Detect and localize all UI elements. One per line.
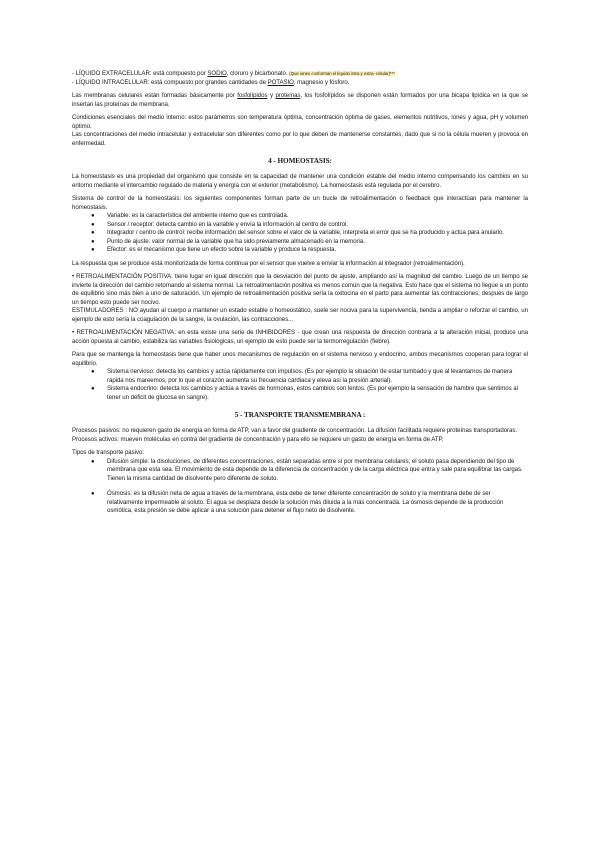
sodio-term: SODIO: [207, 70, 227, 77]
potasio-term: POTASIO: [267, 78, 294, 86]
fosfolipidos-term: fosfolípidos: [237, 92, 268, 99]
passive-types-heading: Tipos de transporte pasivo:: [72, 449, 144, 456]
control-system-intro: Sistema de control de la homeostasis: los siguientes componentes forman parte de un bucle de retroalimentación o feedback que interactúan para mantener la homeostasis.: [72, 195, 528, 211]
list-item: ● Efector: es el mecanismo que tiene un efecto sobre la variable y produce la respuesta.: [91, 246, 337, 253]
passive-processes-paragraph: Procesos pasivos: no requieren gasto de energía en forma de ATP, van a favor del gradiente de concentración. La difusión facilitada requiere proteínas transportadoras.: [72, 427, 518, 434]
bullet-glyph: ●: [91, 385, 95, 392]
active-processes-paragraph: Procesos activos: mueven moléculas en contra del gradiente de concentración y para ello se requiere un gasto de energía en forma de ATP.: [72, 435, 444, 443]
positive-feedback-paragraph: • RETROALIMENTACIÓN POSITIVA: tiene lugar en igual dirección que la desviación del punto de ajuste, ampliando así la magnitud del cambio. Luego de un tiempo se invierte la dirección del cambio retornando al sistema normal. La retroalimentación positiva es menos común que la negativa. Esto hace que el sistema no llegue a un punto de equilibrio sino más bien a uno de saturación. Un ejemplo de retroalimentación positiva sería la oxitocina en el parto para aumentar las contracciones; después de largo un tiempo esto puede ser nocivo.: [72, 273, 528, 306]
passive-transport-list: [72, 458, 528, 516]
section-heading-homeostasis: 4 - HOMEOSTASIS:: [268, 157, 332, 165]
homeostasis-definition: La homeostasis es una propiedad del organismo que consiste en la capacidad de mantener una condición estable del medio interno compensando los cambios en su entorno mediante el intercambio regulado de materia y energía con el exterior (metabolismo). La homeostasis está regulada por el cerebro.: [72, 173, 528, 189]
internal-medium-paragraph: Condiciones esenciales del medio interno: estos parámetros son temperatura óptima, concentración óptima de gases, elementos nutritivos, iones y agua, pH y volumen óptimo.: [72, 114, 528, 130]
bullet-glyph: ●: [91, 212, 95, 219]
section-heading-transport: 5 - TRANSPORTE TRANSMEMBRANA :: [234, 411, 366, 419]
list-item: ● Sistema endocrino: detecta los cambios y actúa a través de hormonas, estos cambios son lentos. (Es por ejemplo la sensación de hambre que sentimos al tener un déficit de glucosa en sangre).: [91, 385, 518, 401]
bullet-glyph: ●: [91, 368, 95, 375]
stimulators-paragraph: ESTIMULADORES : NO ayudan al cuerpo a mantener un estado estable o homeostático, suele ser nociva para la supervivencia, tienda a ampliar o reforzar el cambio, un ejemplo de esto sería la coagulación de la sangre, la ovulación, las contracciones...: [72, 307, 528, 323]
bullet-glyph: ●: [91, 237, 95, 245]
extracellular-fluid-line: - LÍQUIDO EXTRACELULAR: está compuesto por SODIO, cloruro y bicarbonato. (Que iones conforman el líquido intra y extra- celular)***: [72, 70, 395, 77]
highlighted-note: (Que iones conforman el líquido intra y extra- celular)***: [289, 71, 395, 76]
response-paragraph: La respuesta que se produce está monitorizada de forma continua por el sensor que vuelve a enviar la información al integrador (retroalimentación).: [72, 259, 465, 267]
membranes-paragraph: Las membranas celulares están formadas básicamente por fosfolípidos y proteínas, los fosfolípidos se disponen están formados por una bicapa lipídica en la que se insertan las proteínas de membrana.: [72, 92, 528, 108]
bullet-glyph: ●: [91, 490, 95, 497]
list-item: ● Ósmosis: es la difusión neta de agua a través de la membrana, esta debe de tener diferente concentración de soluto y la membrana debe de ser relativamente impermeable al soluto. El agua se desplaza desde la solución más diluida a la más concentrada. La ósmosis depende de la producción osmótica, esta presión se debe aplicar a una solución para detener el flujo neto de disolvente.: [91, 490, 504, 514]
page-content: [72, 70, 528, 516]
bullet-glyph: ●: [91, 246, 95, 253]
proteinas-term: proteínas: [275, 92, 301, 99]
bullet-glyph: ●: [91, 220, 95, 228]
regulation-paragraph: Para que se mantenga la homeostasis tiene que haber unos mecanismos de regulación en el sistema nervioso y endocrino, ambos mecanismos cooperan para lograr el equilibrio.: [72, 351, 528, 367]
regulation-systems-list: [72, 368, 528, 402]
concentrations-paragraph: Las concentraciones del medio intracelular y extracelular son diferentes como por lo que deben de mantenerse constantes, dado que si no la célula mueren y provoca en enfermedad.: [72, 131, 528, 147]
list-item: ● Sistema nervioso: detecta los cambios y actúa rápidamente con impulsos. (Es por ejemplo la situación de estar tumbado y que al levantarnos de manera rápida nos mareemos, por lo que el corazón aumenta su frecuencia cardiaca y eleva así la presión arterial).: [91, 368, 513, 384]
list-item: ● Sensor / receptor: detecta cambio en la variable y envía la información al centro de control.: [91, 220, 348, 228]
negative-feedback-paragraph: • RETROALIMENTACIÓN NEGATIVA: en esta existe una serie de INHIBIDORES - que crean una respuesta de dirección contraria a la alteración inicial, produce una acción opuesta al cambio, estabiliza las variables fisiológicas, un ejemplo de esto puede ser la termorregulación (fiebre).: [72, 329, 528, 345]
control-components-list: [72, 212, 528, 255]
list-item: ● Punto de ajuste: valor normal de la variable que ha sido previamente almacenado en la memoria.: [91, 237, 365, 245]
bullet-glyph: ●: [91, 457, 95, 465]
list-item: ● Difusión simple: la disoluciones, de diferentes concentraciones, están separadas entre sí por membrana celulares; el soluto pasa dependiendo del tipo de membrana que esta sea. El movimiento de esta depende de la diferencia de concentración y de la carga eléctrica que entra y sale para equilibrar las cargas. Tienen la misma cantidad de disolvente pero diferente de soluto.: [91, 457, 523, 482]
list-item: ● Variable: es la característica del ambiente interno que es controlada.: [91, 212, 289, 219]
list-item: ● Integrador / centro de control: recibe información del sensor sobre el valor de la variable, interpreta el error que se ha producido y actúa para anularlo.: [91, 229, 505, 236]
intracellular-fluid-line: - LÍQUIDO INTRACELULAR: está compuesto por grandes cantidades de POTASIO, magnesio y fósforo.: [72, 78, 350, 86]
bullet-glyph: ●: [91, 229, 95, 236]
